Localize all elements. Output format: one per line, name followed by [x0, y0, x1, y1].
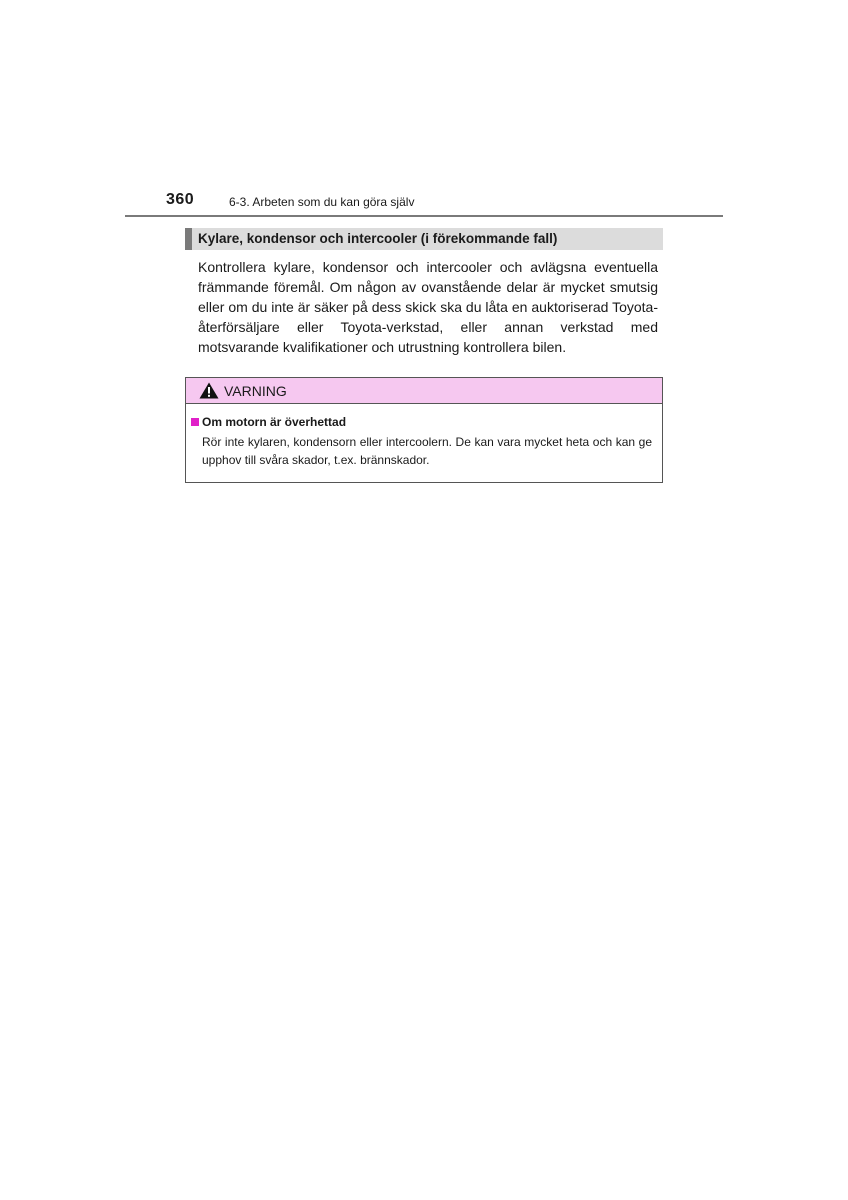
- header-rule: [125, 215, 723, 217]
- warning-box: [185, 377, 663, 483]
- section-heading: [185, 228, 663, 250]
- warning-label: VARNING: [224, 383, 287, 399]
- warning-header: [186, 378, 662, 404]
- square-bullet-icon: [191, 418, 199, 426]
- warning-subheading: [191, 415, 346, 429]
- warning-triangle-icon: [199, 382, 219, 399]
- section-heading-text: Kylare, kondensor och intercooler (i förekommande fall): [198, 231, 558, 246]
- section-body: Kontrollera kylare, kondensor och intercooler och avlägsna eventuella främmande föremål. Om någon av ovanstående delar är mycket smutsig eller om du inte är säker på dess skick ska du låta en auktoriserad Toyota-återförsäljare eller Toyota-verkstad, eller annan verkstad med motsvarande kvalifikationer och utrustning kontrollera bilen.: [198, 259, 658, 355]
- warning-subheading-text: Om motorn är överhettad: [202, 415, 347, 429]
- page-number: 360: [166, 191, 195, 208]
- running-header: 6-3. Arbeten som du kan göra själv: [229, 195, 415, 209]
- warning-text: Rör inte kylaren, kondensorn eller intercoolern. De kan vara mycket heta och kan ge upphov till svåra skador, t.ex. brännskador.: [202, 435, 652, 467]
